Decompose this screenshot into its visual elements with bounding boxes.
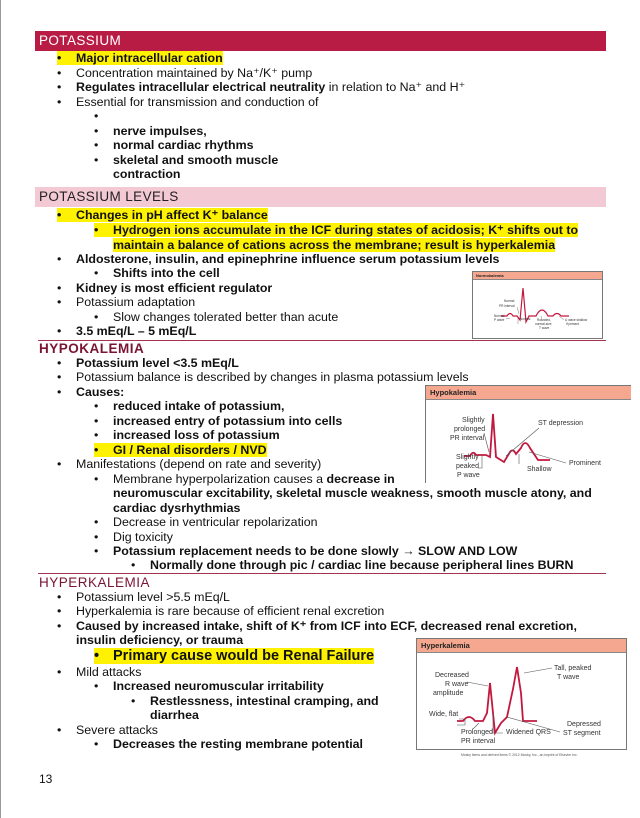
list-item-text: Membrane hyperpolarization causes a [113, 472, 327, 486]
bullet-icon: • [94, 428, 99, 442]
bullet-icon: • [94, 310, 99, 324]
list-item-text: Potassium balance is described by changes in plasma potassium levels [76, 370, 469, 384]
figure-label: Prominent [569, 460, 601, 467]
list-item-text: Increased neuromuscular irritability [113, 679, 324, 693]
list-item-text: decrease in [326, 472, 395, 486]
list-item-text: Aldosterone, insulin, and epinephrine influence serum potassium levels [76, 252, 500, 266]
list-item-text: Hydrogen ions accumulate in the ICF during states of acidosis; K⁺ shifts out to [113, 223, 579, 237]
bullet-icon: • [131, 694, 136, 708]
list-item-text: Hyperkalemia is rare because of efficient renal excretion [76, 604, 385, 618]
figure-label: R wave [445, 681, 469, 688]
hyperkalemia-ecg [417, 653, 626, 750]
list-item [94, 428, 280, 443]
bullet-icon: • [57, 324, 62, 338]
bullet-icon: • [94, 679, 99, 693]
list-item-continuation [113, 486, 592, 501]
bullet-icon: • [94, 544, 99, 558]
list-item [57, 665, 141, 680]
list-item-text: Essential for transmission and conduction of [76, 95, 319, 109]
figure-label: P wave [457, 472, 480, 479]
list-item [57, 385, 124, 400]
bullet-icon: • [57, 604, 62, 618]
page-number: 13 [39, 772, 53, 786]
list-item-text [94, 648, 374, 664]
list-item-text: GI / Renal disorders / NVD [113, 443, 267, 457]
figure-label: Normal [504, 299, 515, 303]
figure-label: if present [566, 322, 580, 326]
list-item [57, 252, 499, 267]
bullet-icon: • [57, 252, 62, 266]
list-item-text: skeletal and smooth muscle [113, 153, 279, 167]
list-item-text: Severe attacks [76, 723, 158, 737]
figure-label: ST depression [538, 420, 584, 427]
figure-normokalemia [472, 271, 603, 339]
bullet-icon: • [94, 443, 99, 457]
section-header-potassium: POTASSIUM [35, 31, 606, 51]
list-item-text: Potassium level <3.5 mEq/L [76, 356, 239, 370]
section-header-potassium-levels: POTASSIUM LEVELS [35, 187, 606, 207]
list-item [94, 649, 374, 664]
bullet-icon: • [57, 66, 62, 80]
list-item-text: increased entry of potassium into cells [113, 414, 343, 428]
figure-label: Slightly [456, 454, 479, 461]
list-item-text: Dig toxicity [113, 530, 173, 544]
list-item-text: nerve impulses, [113, 124, 207, 138]
list-item-text: Potassium replacement needs to be done slowly → SLOW AND LOW [113, 544, 518, 558]
figure-label: T wave [557, 674, 580, 681]
bullet-icon: • [57, 370, 62, 384]
list-item-text: Potassium adaptation [76, 295, 196, 309]
section-divider [38, 573, 606, 574]
figure-label: Decreased [435, 672, 469, 679]
list-item [94, 443, 267, 458]
figure-label: Normal [520, 317, 531, 321]
bullet-icon: • [94, 472, 99, 486]
list-item-continuation [113, 238, 555, 253]
normokalemia-ecg [473, 280, 602, 338]
list-item-text: reduced intake of potassium, [113, 399, 285, 413]
list-item [57, 51, 223, 66]
figure-label: U wave shallow [565, 318, 588, 322]
list-item [94, 266, 220, 281]
bullet-icon: • [94, 737, 99, 751]
bullet-icon: • [94, 109, 99, 123]
figure-label: Depressed [567, 721, 601, 728]
list-item-text: cardiac dysrhythmias [113, 501, 241, 515]
figure-label: normal-size [535, 322, 552, 326]
bullet-icon: • [57, 281, 62, 295]
list-item [57, 208, 268, 223]
list-item [57, 80, 465, 95]
figure-label: prolonged [454, 426, 486, 433]
list-item-text [57, 51, 223, 65]
figure-label: P wave [494, 318, 505, 322]
list-item-text: Regulates intracellular electrical neutrality [76, 80, 326, 94]
bullet-icon: • [57, 95, 62, 109]
list-item [57, 723, 158, 738]
figure-label: Widened QRS [506, 729, 551, 736]
list-item [131, 558, 573, 573]
list-item-text: Caused by increased intake, shift of K⁺ from ICF into ECF, decreased renal excretion, [76, 619, 577, 633]
list-item [94, 109, 113, 124]
list-item-text: Mild attacks [76, 665, 142, 679]
list-item-text [94, 443, 267, 457]
list-item [94, 472, 395, 487]
list-item [131, 694, 379, 709]
list-item [94, 737, 363, 752]
list-item [57, 324, 196, 339]
bullet-icon: • [57, 356, 62, 370]
list-item [57, 281, 272, 296]
list-item [57, 590, 230, 605]
figure-title: Hypokalemia [426, 386, 631, 400]
figure-label: Wide, flat [429, 711, 459, 718]
list-item-continuation [113, 167, 180, 182]
list-item-text [94, 223, 578, 237]
list-item [94, 414, 342, 429]
list-item-text: Causes: [76, 385, 125, 399]
figure-label: ST segment [563, 730, 601, 737]
bullet-icon: • [94, 399, 99, 413]
list-item [94, 530, 173, 545]
list-item-text [57, 208, 268, 222]
section-header-hyperkalemia: HYPERKALEMIA [39, 575, 151, 590]
list-item [94, 310, 338, 325]
list-item [57, 604, 384, 619]
list-item-text: maintain a balance of cations across the membrane; result is hyperkalemia [113, 238, 556, 252]
figure-label: Shallow [527, 466, 552, 473]
list-item [94, 679, 324, 694]
list-item-text: insulin deficiency, or trauma [76, 633, 244, 647]
section-header-hypokalemia: HYPOKALEMIA [39, 341, 145, 356]
bullet-icon: • [57, 295, 62, 309]
page-edge [0, 0, 1, 818]
list-item [57, 295, 195, 310]
bullet-icon: • [94, 648, 100, 664]
list-item [57, 370, 469, 385]
bullet-icon: • [57, 590, 62, 604]
list-item [57, 66, 312, 81]
list-item [57, 457, 321, 472]
figure-label: PR interval [499, 304, 515, 308]
bullet-icon: • [57, 208, 62, 222]
bullet-icon: • [57, 385, 62, 399]
bullet-icon: • [131, 558, 136, 572]
figure-label: Rounded, [537, 318, 551, 322]
figure-title: Hyperkalemia [417, 639, 626, 653]
list-item-text: diarrhea [150, 708, 199, 722]
figure-title: Normokalemia [473, 272, 602, 280]
list-item [94, 138, 253, 153]
bullet-icon: • [57, 665, 62, 679]
bullet-icon: • [57, 723, 62, 737]
figure-label: PR interval [450, 435, 485, 442]
figure-label: Normal [494, 314, 505, 318]
list-item-text: neuromuscular excitability, skeletal muscle weakness, smooth muscle atony, and [113, 486, 592, 500]
list-item-text: Concentration maintained by Na⁺/K⁺ pump [76, 66, 313, 80]
list-item-text: Restlessness, intestinal cramping, and [150, 694, 379, 708]
bullet-icon: • [94, 515, 99, 529]
figure-caption: Mosby items and derived items © 2012 Mosby, Inc., an imprint of Elsevier Inc. [461, 753, 578, 757]
list-item-text: Normally done through pic / cardiac line because peripheral lines BURN [150, 558, 574, 572]
list-item-text: Shifts into the cell [113, 266, 220, 280]
bullet-icon: • [57, 51, 62, 65]
list-item-text: Slow changes tolerated better than acute [113, 310, 339, 324]
figure-label: Slightly [462, 417, 485, 424]
list-item [94, 399, 284, 414]
list-item [94, 544, 517, 559]
figure-hypokalemia [425, 385, 631, 483]
list-item-continuation [113, 501, 240, 516]
figure-label: Tall, peaked [554, 665, 592, 672]
bullet-icon: • [57, 619, 62, 633]
list-item-text: Manifestations (depend on rate and severity) [76, 457, 322, 471]
figure-hyperkalemia [416, 638, 627, 750]
bullet-icon: • [57, 80, 62, 94]
bullet-icon: • [94, 266, 99, 280]
list-item-text: normal cardiac rhythms [113, 138, 254, 152]
list-item-text: Major intracellular cation [76, 51, 223, 65]
figure-label: T wave [539, 326, 550, 330]
list-item [57, 95, 318, 110]
list-item-text: increased loss of potassium [113, 428, 280, 442]
bullet-icon: • [94, 223, 99, 237]
bullet-icon: • [94, 138, 99, 152]
list-item-text: Changes in pH affect K⁺ balance [76, 208, 268, 222]
list-item-text: contraction [113, 167, 181, 181]
list-item [94, 124, 207, 139]
list-item [94, 153, 278, 168]
bullet-icon: • [94, 530, 99, 544]
figure-label: peaked [456, 463, 479, 470]
bullet-icon: • [94, 414, 99, 428]
list-item [94, 223, 578, 238]
hypokalemia-ecg [426, 400, 631, 484]
list-item-continuation [76, 633, 243, 648]
list-item [57, 356, 239, 371]
figure-label: amplitude [433, 690, 464, 697]
list-item [57, 619, 577, 634]
figure-label: PR interval [461, 738, 496, 745]
list-item-text: Kidney is most efficient regulator [76, 281, 273, 295]
list-item-text: Decreases the resting membrane potential [113, 737, 363, 751]
list-item [94, 515, 318, 530]
bullet-icon: • [57, 457, 62, 471]
list-item-text: 3.5 mEq/L – 5 mEq/L [76, 324, 197, 338]
list-item-text: Potassium level >5.5 mEq/L [76, 590, 230, 604]
bullet-icon: • [94, 153, 99, 167]
list-item-text: Primary cause would be Renal Failure [113, 648, 375, 664]
list-item-continuation [150, 708, 199, 723]
figure-label: Prolonged [461, 729, 493, 736]
bullet-icon: • [94, 124, 99, 138]
list-item-text: in relation to Na⁺ and H⁺ [325, 80, 466, 94]
list-item-text: Decrease in ventricular repolarization [113, 515, 318, 529]
